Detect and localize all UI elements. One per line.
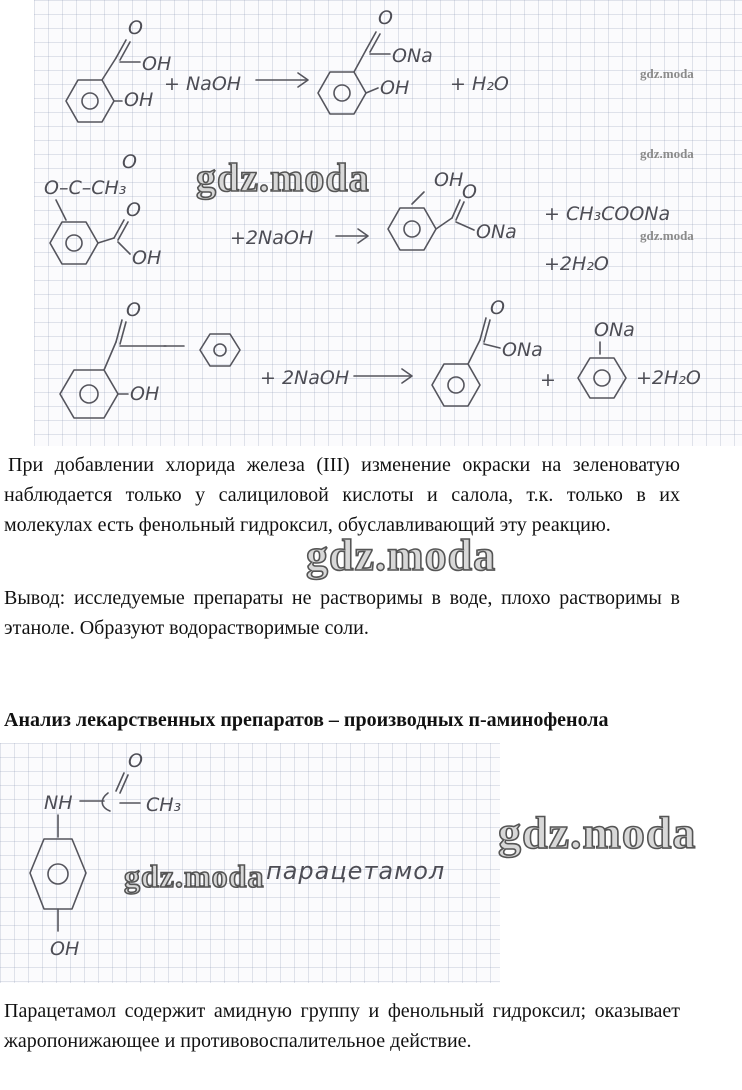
phenolate-ring [578, 358, 626, 398]
product-carbonyl-o: O [378, 7, 393, 29]
amide-carbonyl-o: O [128, 750, 143, 772]
reaction-2 [34, 140, 742, 290]
benzene-ring [60, 370, 118, 418]
watermark-large-3: gdz.moda [124, 858, 265, 894]
plus-sign: + [540, 369, 556, 391]
watermark-small-1: gdz.moda [640, 66, 694, 81]
paragraph-fecl3: При добавлении хлорида железа (III) изменение окраски на зеленоватую наблюдается только у салициловой кислоты и салола, т.к. только в их молекулах есть фенольный гидроксил, обуславливающий эту реакцию. [4, 454, 680, 536]
ester-carbonyl-o: O [122, 151, 137, 173]
section-heading: Анализ лекарственных препаратов – производных п-аминофенола [4, 709, 609, 731]
product-ring [432, 364, 480, 406]
carbonyl-o: O [126, 299, 141, 321]
paragraph-conclusion: Вывод: исследуемые препараты не растворимы в воде, плохо растворимы в этаноле. Образуют водорастворимые соли. [4, 587, 680, 639]
reaction-1 [34, 0, 742, 140]
acid-oh: OH [132, 247, 162, 269]
reagent-2naoh: +2NaOH [230, 227, 314, 249]
amide-nh: NH [44, 792, 73, 814]
paragraph-paracetamol: Парацетамол содержит амидную группу и фенольный гидроксил; оказывает жаропонижающее и противовоспалительное действие. [4, 1000, 680, 1052]
phenyl-ring [200, 334, 240, 366]
paracetamol-label: парацетамол [266, 857, 446, 885]
water: +2H₂O [544, 253, 609, 275]
product-ona: ONa [392, 45, 433, 67]
product-ona: ONa [476, 221, 517, 243]
benzene-ring [50, 222, 98, 264]
watermark-small-3: gdz.moda [640, 228, 694, 243]
watermark-large-1: gdz.moda [196, 155, 370, 200]
plus-naoh: + NaOH [164, 73, 242, 95]
product-oh: OH [380, 77, 410, 99]
product-oh: OH [434, 169, 464, 191]
watermark-small-2: gdz.moda [640, 146, 694, 161]
product-ona: ONa [502, 339, 543, 361]
benzene-ring [30, 839, 86, 909]
reaction-3 [34, 290, 742, 446]
ring-circle [82, 93, 98, 109]
phenol-oh: OH [130, 383, 160, 405]
phenol-oh: OH [50, 938, 80, 960]
product-ring [388, 208, 436, 250]
ester-group: O–C–CH₃ [44, 177, 127, 199]
product-carbonyl-o: O [490, 297, 505, 319]
acid-oh: OH [142, 53, 172, 75]
product-ring [318, 72, 366, 114]
phenol-oh: OH [124, 89, 154, 111]
carbonyl-o: O [128, 17, 143, 39]
phenolate-ona: ONa [594, 319, 635, 341]
product-carbonyl-o: O [462, 181, 477, 203]
watermark-large-2: gdz.moda [306, 531, 497, 580]
benzene-ring [66, 80, 114, 122]
reagent-2naoh: + 2NaOH [260, 367, 350, 389]
watermark-large-4: gdz.moda [498, 807, 697, 858]
sodium-acetate: + CH₃COONa [544, 203, 671, 225]
acid-carbonyl-o: O [126, 199, 141, 221]
methyl-ch3: CH₃ [146, 794, 182, 816]
plus-water: + H₂O [450, 73, 509, 95]
water: +2H₂O [636, 367, 701, 389]
